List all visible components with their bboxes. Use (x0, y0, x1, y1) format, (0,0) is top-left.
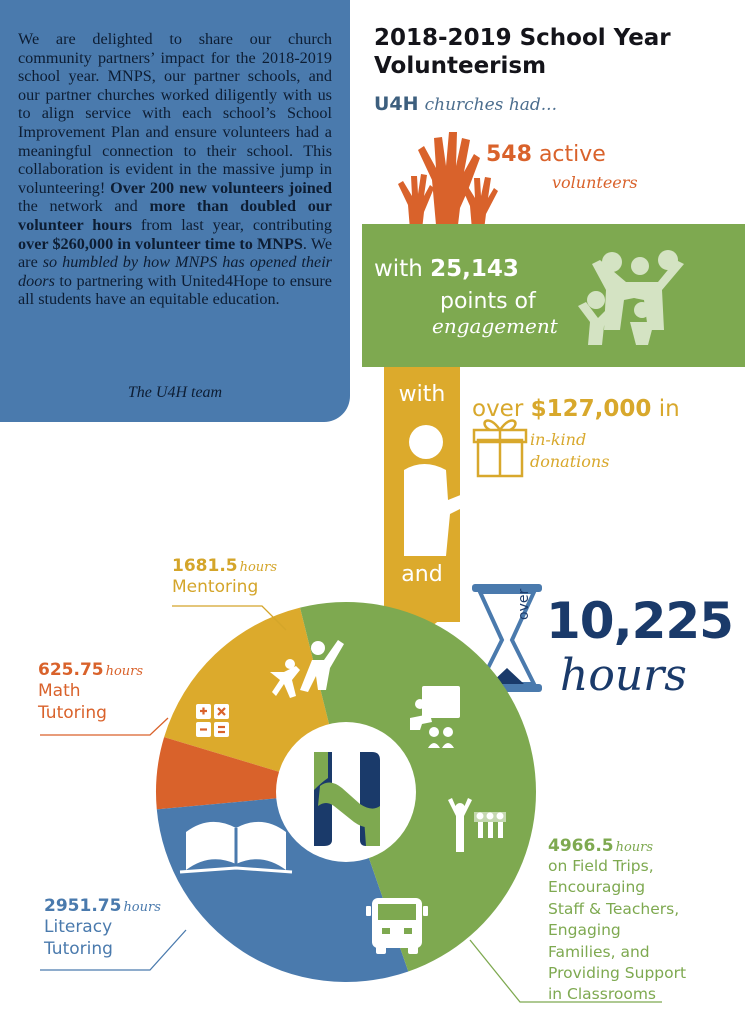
hours-connector: and (401, 562, 443, 587)
engagement-label: points of (440, 289, 536, 314)
other-activities-label: 4966.5 hours on Field Trips, Encouraging Staff & Teachers, Engaging Families, and Providing Support in Classrooms (548, 836, 687, 1004)
donation-sublabel: donations (530, 452, 610, 471)
page-title: 2018-2019 School Year Volunteerism (374, 25, 671, 79)
intro-paragraph: We are delighted to share our church community partners’ impact for the 2018-2019 school year. MNPS, our partner schools, and our partner churches worked diligently with us to align service with each school’s School Improvement Plan and ensure volunteers had a meaningful connection to their school. This collaboration is evident in the massive jump in volunteering! Over 200 new volunteers joined the network and more than doubled our volunteer hours from last year, contributing over $260,000 in volunteer time to MNPS. We are so humbled by how MNPS has opened their doors to partnering with United4Hope to ensure all students have an equitable education. (18, 30, 333, 309)
engagement-count: with 25,143 (374, 256, 519, 282)
page-subtitle: U4H churches had... (374, 93, 557, 115)
donation-label: in-kind (530, 430, 587, 449)
total-hours-unit: hours (560, 650, 687, 701)
volunteer-count: 548 active (486, 142, 606, 167)
math-tutoring-label: 625.75 hours Math Tutoring (38, 660, 144, 723)
volunteer-label: volunteers (552, 173, 638, 192)
literacy-tutoring-label: 2951.75 hours Literacy Tutoring (44, 896, 161, 959)
donations-prefix: with (398, 382, 446, 407)
total-hours: 10,225 (546, 592, 733, 650)
school-bus-icon (366, 898, 428, 954)
hours-over-label: over (516, 588, 532, 620)
signature: The U4H team (127, 384, 223, 401)
mentoring-label: 1681.5 hours Mentoring (172, 556, 278, 597)
engagement-sublabel: engagement (432, 314, 558, 338)
donation-amount: over $127,000 in (472, 396, 680, 422)
